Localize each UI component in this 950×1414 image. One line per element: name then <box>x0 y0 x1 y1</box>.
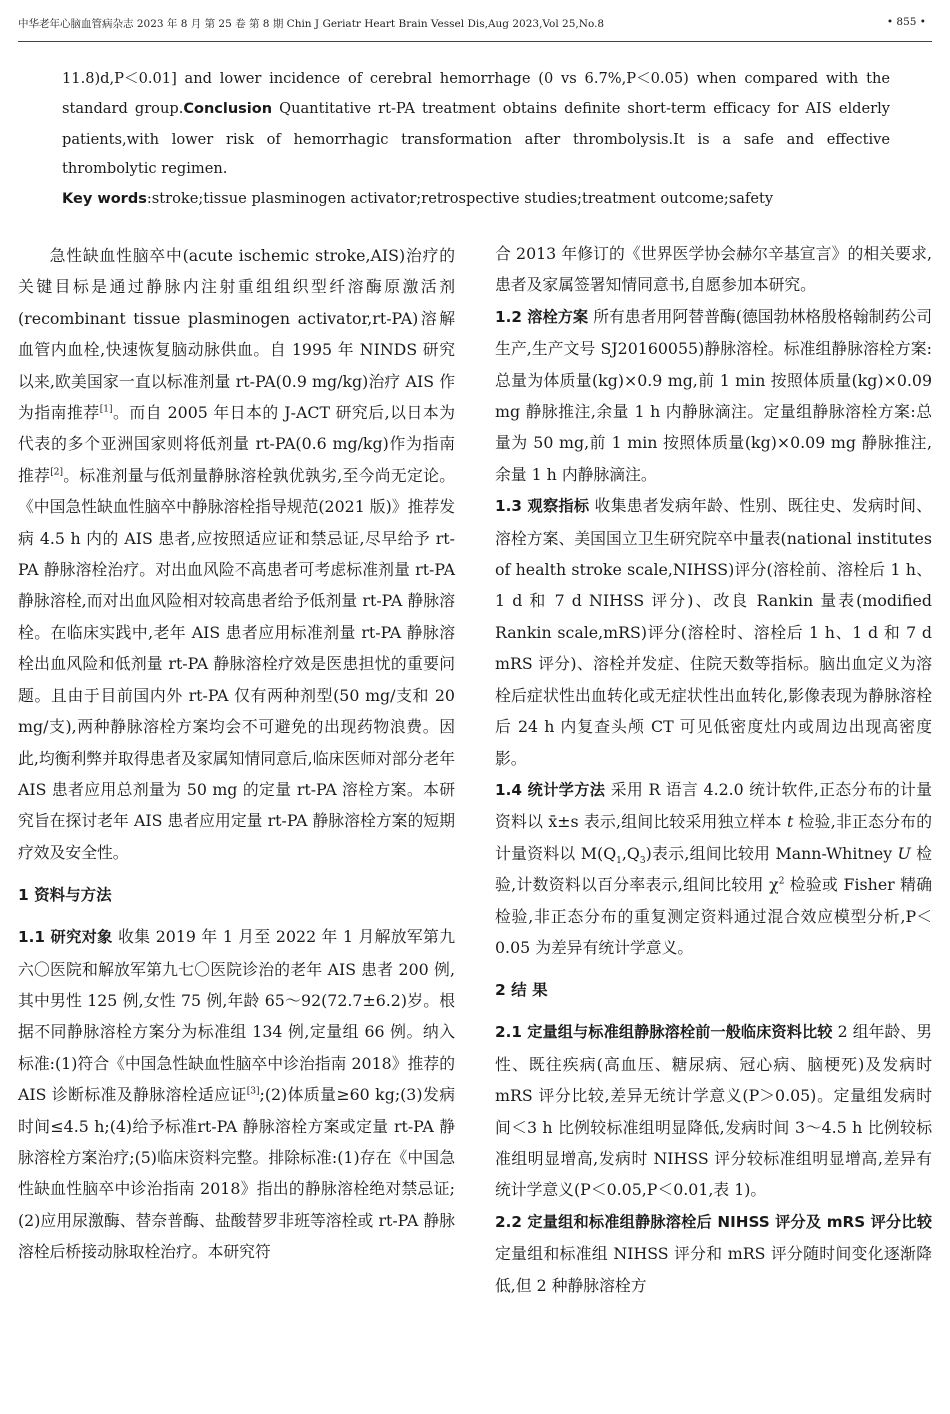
subsection-1-4: 1.4 统计学方法 采用 R 语言 4.2.0 统计软件,正态分布的计量资料以 x̄±s 表示,组间比较采用独立样本 t 检验,非正态分布的计量资料以 $M(Q_1,Q_3)$表示,组间比较用 Mann-Whitney U 检验,计数资料以百分率表示,组间比较用 $\chi^2$ 检验或 Fisher 精确检验,非正态分布的重复测定资料通过混合效应模型分析,P＜0.05 为差异有统计学意义。 <box>495 779 933 957</box>
right-column <box>495 238 932 1301</box>
introduction-paragraph: 急性缺血性脑卒中(acute ischemic stroke,AIS)治疗的关键目标是通过静脉内注射重组组织型纤溶酶原激活剂(recombinant tissue plasminogen activator,rt-PA)溶解血管内血栓,快速恢复脑动脉供血。自 1995 年 NINDS 研究以来,欧美国家一直以标准剂量 rt-PA(0.9 mg/kg)治疗 AIS 作为指南推荐[1]。而自 2005 年日本的 J-ACT 研究后,以日本为代表的多个亚洲国家则将低剂量 rt-PA(0.6 mg/kg)作为指南推荐[2]。标准剂量与低剂量静脉溶栓孰优孰劣,至今尚无定论。《中国急性缺血性脑卒中静脉溶栓指导规范(2021 版)》推荐发病 4.5 h 内的 AIS 患者,应按照适应证和禁忌证,尽早给予 rt-PA 静脉溶栓治疗。对出血风险不高患者可考虑标准剂量 rt-PA 静脉溶栓,而对出血风险相对较高患者给予低剂量 rt-PA 静脉溶栓。在临床实践中,老年 AIS 患者应用标准剂量 rt-PA 静脉溶栓出血风险和低剂量 rt-PA 静脉溶栓疗效是医患担忧的重要问题。且由于目前国内外 rt-PA 仅有两种剂型(50 mg/支和 20 mg/支),两种静脉溶栓方案均会不可避免的出现药物浪费。因此,均衡利弊并取得患者及家属知情同意后,临床医师对部分老年 AIS 患者应用总剂量为 50 mg 的定量 rt-PA 溶栓方案。本研究旨在探讨老年 AIS 患者应用定量 rt-PA 静脉溶栓方案的短期疗效及安全性。 <box>18 246 455 862</box>
subsection-title: 2.1 定量组与标准组静脉溶栓前一般临床资料比较 <box>495 1023 833 1042</box>
subsection-title: 1.2 溶栓方案 <box>495 307 589 326</box>
section-heading-methods: 1 资料与方法 <box>18 886 112 905</box>
page-number: • 855 • <box>886 16 926 28</box>
subsection-1-2: 1.2 溶栓方案 所有患者用阿替普酶(德国勃林格殷格翰制药公司生产,生产文号 SJ20160055)静脉溶栓。标准组静脉溶栓方案:总量为体质量(kg)×0.9 mg,前 1 min 按照体质量(kg)×0.09 mg 静脉推注,余量 1 h 内静脉滴注。定量组静脉溶栓方案:总量为 50 mg,前 1 min 按照体质量(kg)×0.09 mg 静脉推注,余量 1 h 内静脉滴注。 <box>495 306 932 484</box>
continued-paragraph: 合 2013 年修订的《世界医学协会赫尔辛基宣言》的相关要求,患者及家属签署知情同意书,自愿参加本研究。 <box>495 244 932 295</box>
subsection-2-2: 2.2 定量组和标准组静脉溶栓后 NIHSS 评分及 mRS 评分比较 定量组和标准组 NIHSS 评分和 mRS 评分随时间变化逐渐降低,但 2 种静脉溶栓方 <box>495 1212 932 1295</box>
keywords: Key words:stroke;tissue plasminogen activator;retrospective studies;treatment outcome;safety <box>62 190 774 208</box>
left-column <box>18 240 455 1268</box>
citation-ref-2: [2] <box>50 467 63 478</box>
header-rule <box>18 41 932 42</box>
subsection-title: 1.4 统计学方法 <box>495 780 606 799</box>
subsection-title: 1.1 研究对象 <box>18 928 113 947</box>
subsection-2-1: 2.1 定量组与标准组静脉溶栓前一般临床资料比较 2 组年龄、男性、既往疾病(高血压、糖尿病、冠心病、脑梗死)及发病时 mRS 评分比较,差异无统计学意义(P＞0.05)。定量组发病时间＜3 h 比例较标准组明显降低,发病时间 3～4.5 h 比例较标准组明显增高,发病时 NIHSS 评分较标准组明显增高,差异有统计学意义(P＜0.05,P＜0.01,表 1)。 <box>495 1022 932 1200</box>
subsection-1-3: 1.3 观察指标 收集患者发病年龄、性别、既往史、发病时间、溶栓方案、美国国立卫生研究院卒中量表(national institutes of health stroke scale,NIHSS)评分(溶栓前、溶栓后 1 h、1 d 和 7 d NIHSS 评分)、改良 Rankin 量表(modified Rankin scale,mRS)评分(溶栓时、溶栓后 1 h、1 d 和 7 d mRS 评分)、溶栓并发症、住院天数等指标。脑出血定义为溶栓后症状性出血转化或无症状性出血转化,影像表现为静脉溶栓后 24 h 内复查头颅 CT 可见低密度灶内或周边出现高密度影。 <box>495 496 932 768</box>
keywords-label: Key words <box>62 191 147 208</box>
citation-ref-1: [1] <box>99 404 113 415</box>
section-heading-results: 2 结 果 <box>495 981 548 1000</box>
abstract-results-conclusion: 11.8)d,P＜0.01] and lower incidence of cerebral hemorrhage (0 vs 6.7%,P＜0.05) when compared with the standard group.Conclusion Quantitative rt-PA treatment obtains definite short-term efficacy for AIS elderly patients,with lower risk of hemorrhagic transformation after thrombolysis.It is a safe and effective thrombolytic regimen. <box>62 70 890 178</box>
english-abstract <box>62 64 890 215</box>
subsection-title: 2.2 定量组和标准组静脉溶栓后 NIHSS 评分及 mRS 评分比较 <box>495 1212 932 1231</box>
subsection-title: 1.3 观察指标 <box>495 497 590 516</box>
journal-citation: 中华老年心脑血管病杂志 2023 年 8 月 第 25 卷 第 8 期 Chin J Geriatr Heart Brain Vessel Dis,Aug 2023,Vol 25,No.8 <box>18 18 605 30</box>
citation-ref-3: [3] <box>246 1086 260 1097</box>
conclusion-label: Conclusion <box>183 100 273 117</box>
subsection-1-1: 1.1 研究对象 收集 2019 年 1 月至 2022 年 1 月解放军第九六〇医院和解放军第九七〇医院诊治的老年 AIS 患者 200 例,其中男性 125 例,女性 75 例,年龄 65～92(72.7±6.2)岁。根据不同静脉溶栓方案分为标准组 134 例,定量组 66 例。纳入标准:(1)符合《中国急性缺血性脑卒中诊治指南 2018》推荐的 AIS 诊断标准及静脉溶栓适应证[3];(2)体质量≥60 kg;(3)发病时间≤4.5 h;(4)给予标准rt-PA 静脉溶栓方案或定量 rt-PA 静脉溶栓方案治疗;(5)临床资料完整。排除标准:(1)存在《中国急性缺血性脑卒中诊治指南 2018》指出的静脉溶栓绝对禁忌证;(2)应用尿激酶、替奈普酶、盐酸替罗非班等溶栓或 rt-PA 静脉溶栓后桥接动脉取栓治疗。本研究符 <box>18 927 455 1262</box>
running-header <box>18 10 932 32</box>
